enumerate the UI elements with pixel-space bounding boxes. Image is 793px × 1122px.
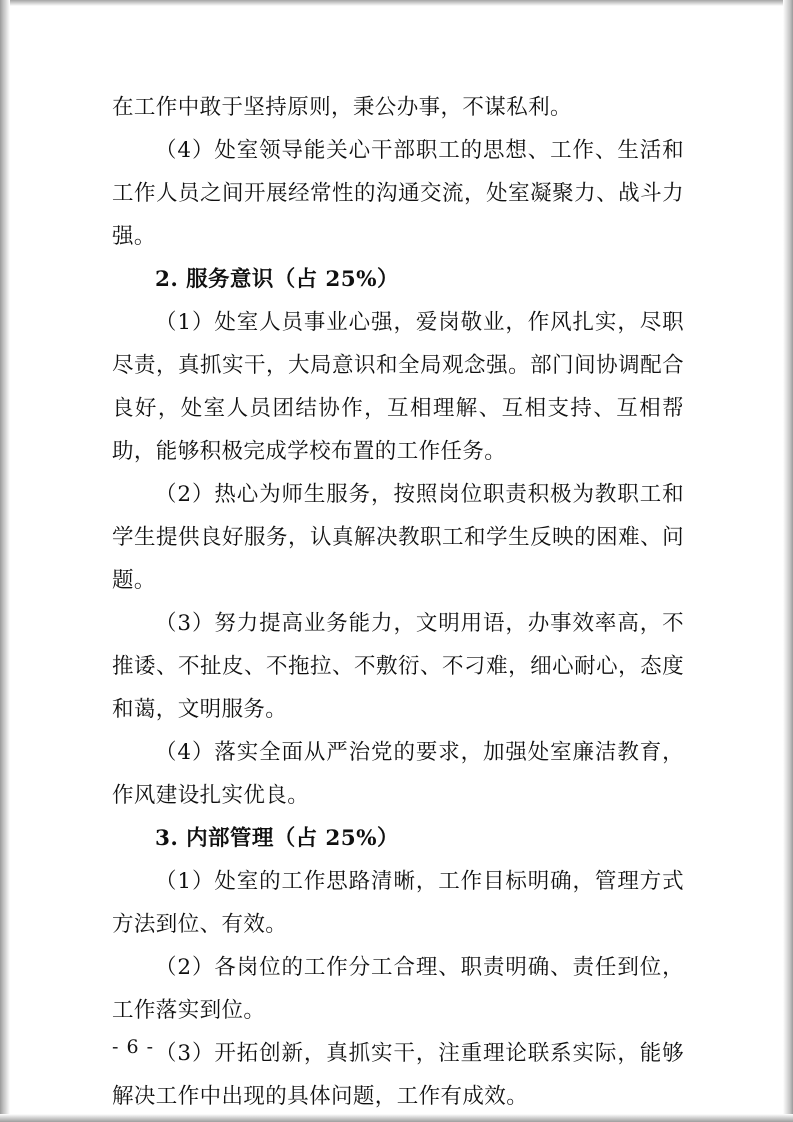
- paragraph-item-2-1: （1）处室人员事业心强，爱岗敬业，作风扎实，尽职尽责，真抓实干，大局意识和全局观念强。部门间协调配合良好，处室人员团结协作，互相理解、互相支持、互相帮助，能够积极完成学校布置的工作任务。: [112, 310, 684, 464]
- page-number: - 6 -: [112, 1036, 155, 1058]
- paragraph-item-3-3: （3）开拓创新，真抓实干，注重理论联系实际，能够解决工作中出现的具体问题，工作有成效。: [112, 1041, 684, 1109]
- heading-internal-management: 3. 内部管理（占 25%）: [155, 826, 399, 851]
- page-edge-left: [0, 0, 10, 1122]
- document-body: [112, 86, 684, 1118]
- paragraph-item-3-2: （2）各岗位的工作分工合理、职责明确、责任到位，工作落实到位。: [112, 955, 684, 1023]
- paragraph-item-3-1: （1）处室的工作思路清晰，工作目标明确，管理方式方法到位、有效。: [112, 869, 684, 937]
- page-edge-top: [0, 0, 793, 6]
- paragraph-item-2-3: （3）努力提高业务能力，文明用语，办事效率高，不推诿、不扯皮、不拖拉、不敷衍、不刁难，细心耐心，态度和蔼，文明服务。: [112, 611, 684, 722]
- paragraph-item-2-4: （4）落实全面从严治党的要求，加强处室廉洁教育，作风建设扎实优良。: [112, 740, 684, 808]
- page-edge-right: [783, 0, 793, 1122]
- paragraph-item-1-4: （4）处室领导能关心干部职工的思想、工作、生活和工作人员之间开展经常性的沟通交流，处室凝聚力、战斗力强。: [112, 138, 684, 249]
- paragraph-item-2-2: （2）热心为师生服务，按照岗位职责积极为教职工和学生提供良好服务，认真解决教职工和学生反映的困难、问题。: [112, 482, 684, 593]
- paragraph-continuation: 在工作中敢于坚持原则，秉公办事，不谋私利。: [112, 95, 572, 120]
- heading-service-awareness: 2. 服务意识（占 25%）: [155, 267, 399, 292]
